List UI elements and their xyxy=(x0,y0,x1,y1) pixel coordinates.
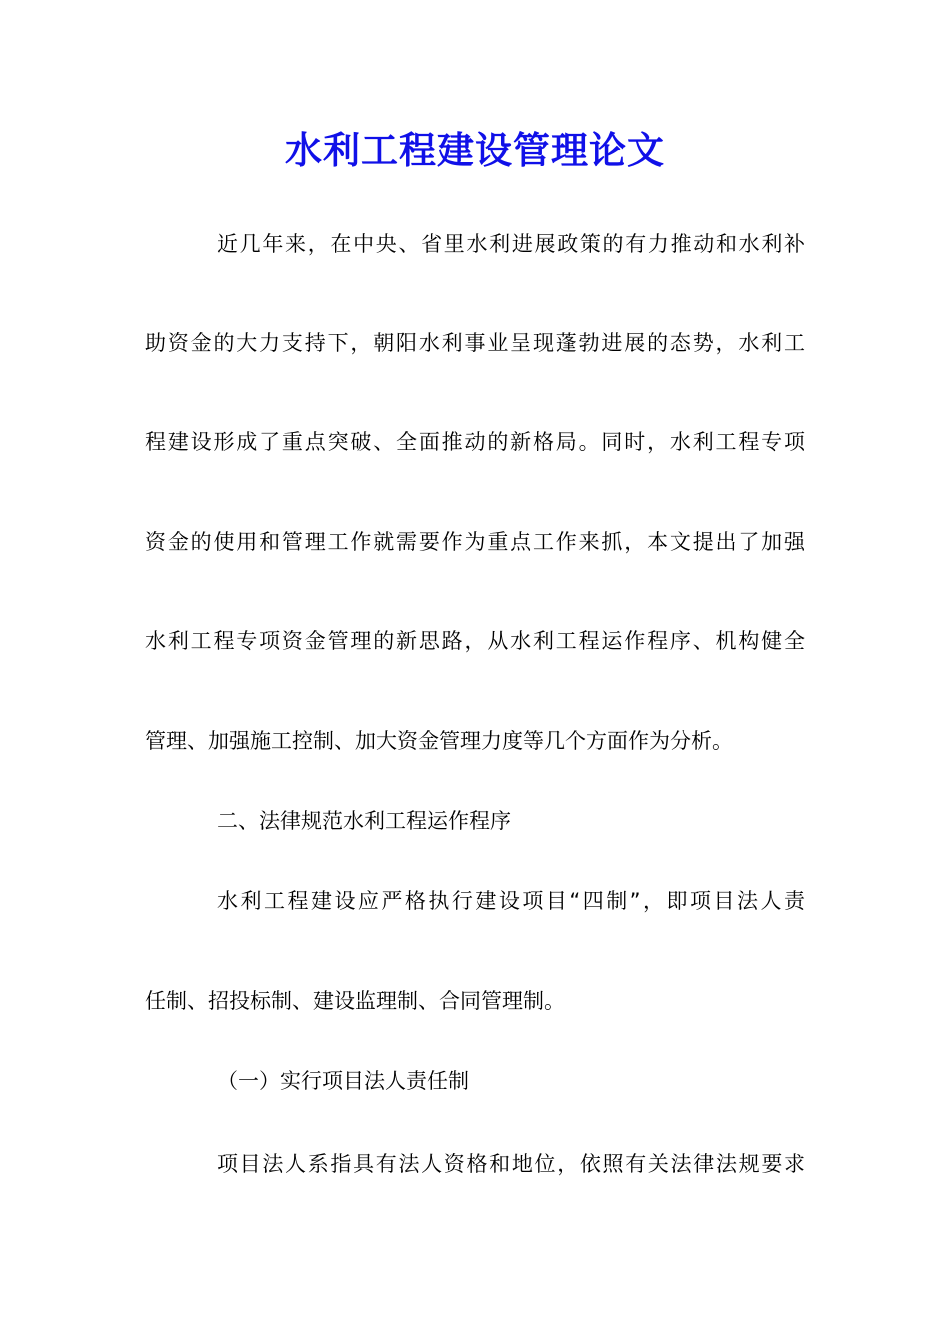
paragraph-line: 项目法人系指具有法人资格和地位，依照有关法律法规要求 xyxy=(217,1152,805,1176)
paragraph-line: 助资金的大力支持下，朝阳水利事业呈现蓬勃进展的态势，水利工 xyxy=(145,331,805,355)
section-heading: 二、法律规范水利工程运作程序 xyxy=(217,809,511,833)
document-title: 水利工程建设管理论文 xyxy=(285,128,665,172)
paragraph-line: 程建设形成了重点突破、全面推动的新格局。同时，水利工程专项 xyxy=(145,430,805,454)
subsection-heading: （一）实行项目法人责任制 xyxy=(217,1069,469,1093)
paragraph-line: 任制、招投标制、建设监理制、合同管理制。 xyxy=(145,989,565,1013)
paragraph-line: 水利工程专项资金管理的新思路，从水利工程运作程序、机构健全 xyxy=(145,629,805,653)
paragraph-line: 近几年来，在中央、省里水利进展政策的有力推动和水利补 xyxy=(217,232,805,256)
paragraph-line: 管理、加强施工控制、加大资金管理力度等几个方面作为分析。 xyxy=(145,729,733,753)
paragraph-line: 水利工程建设应严格执行建设项目“四制”，即项目法人责 xyxy=(217,889,805,913)
paragraph-line: 资金的使用和管理工作就需要作为重点工作来抓，本文提出了加强 xyxy=(145,530,805,554)
